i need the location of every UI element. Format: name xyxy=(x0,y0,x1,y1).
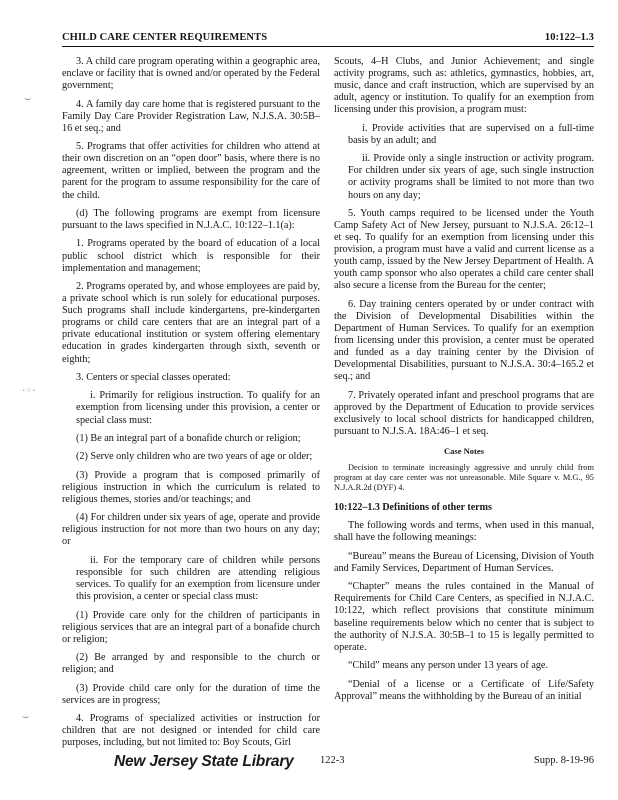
paragraph: i. Primarily for religious instruction. To qualify for an exemption from licensing under this provision, a center or special class must: xyxy=(76,390,320,426)
paragraph: “Bureau” means the Bureau of Licensing, Division of Youth and Family Services, Department of Human Services. xyxy=(334,550,594,574)
left-column xyxy=(62,56,320,756)
paragraph: 4. A family day care home that is registered pursuant to the Family Day Care Provider Registration Law, N.J.S.A. 30:5B–16 et seq.; and xyxy=(62,98,320,134)
paragraph: (2) Be arranged by and responsible to the church or religion; and xyxy=(62,652,320,676)
paragraph: 6. Day training centers operated by or under contract with the Division of Developmental Disabilities within the Department of Human Services. To qualify for an exemption from licensing under this provision, a center must be operated and funded as a day training center by the Division of Developmental Disabilities, pursuant to N.J.S.A. 30:4–165.2 et seq.; and xyxy=(334,298,594,383)
paragraph: 3. A child care program operating within a geographic area, enclave or facility that is owned and/or operated by the Federal government; xyxy=(62,56,320,92)
paragraph: 3. Centers or special classes operated: xyxy=(76,371,231,383)
paragraph: 5. Youth camps required to be licensed under the Youth Camp Safety Act of New Jersey, pursuant to N.J.S.A. 26:12–1 et seq. To qualify for an exemption from licensing under this provision, a program must have a valid and current license as a youth camp, issued by the New Jersey Department of Health. A youth camp sponsor who also operates a child care center shall also secure a license from the Bureau for the center; xyxy=(334,207,594,292)
section-heading: 10:122–1.3 Definitions of other terms xyxy=(334,501,492,513)
paragraph: (1) Provide care only for the children of participants in religious services that are an integral part of a bonafide church or religion; xyxy=(62,609,320,645)
paragraph: “Child” means any person under 13 years of age. xyxy=(348,660,549,672)
paragraph: 4. Programs of specialized activities or instruction for children that are not designed or intended for child care purposes, including, but not limited to: Boy Scouts, Girl xyxy=(62,713,320,749)
margin-mark: ·◦· xyxy=(22,384,36,397)
paragraph: Scouts, 4–H Clubs, and Junior Achievement; and single activity programs, such as: athletics, gymnastics, hobbies, art, music, dance and craft instruction, which are supervised by an adult, agency or institution. To qualify for an exemption from licensing under this provision, a program must: xyxy=(334,56,594,116)
case-notes-title: Case Notes xyxy=(444,445,484,456)
paragraph: The following words and terms, when used in this manual, shall have the following meanings: xyxy=(334,520,594,544)
paragraph: (2) Serve only children who are two years of age or older; xyxy=(76,451,313,463)
paragraph: (3) Provide child care only for the duration of time the services are in progress; xyxy=(62,682,320,706)
header-title: CHILD CARE CENTER REQUIREMENTS xyxy=(62,32,268,43)
paragraph: (4) For children under six years of age, operate and provide religious instruction for not more than two hours on any day; or xyxy=(62,512,320,548)
margin-mark: ⌣ xyxy=(22,710,30,723)
paragraph: (1) Be an integral part of a bonafide church or religion; xyxy=(76,432,301,444)
paragraph: “Chapter” means the rules contained in the Manual of Requirements for Child Care Centers, as specified in N.J.A.C. 10:122, which reflect provisions that constitute minimum baseline requirements below which no center that is subject to the authority of N.J.S.A. 30:5B–1 to 15 is legally permitted to operate. xyxy=(334,581,594,653)
paragraph: 2. Programs operated by, and whose employees are paid by, a private school which is run solely for educational purposes. Such programs shall include kindergartens, pre-kindergarten programs or child care centers that are an integral part of a private educational institution or system offering elementary education in grades kindergarten through sixth, seventh or eighth; xyxy=(62,280,320,365)
running-header xyxy=(62,30,594,47)
paragraph: 5. Programs that offer activities for children who attend at their own discretion on an “open door” basis, where there is no agreement, written or implied, between the program and the parent for the program to assume responsibility for the care of the child. xyxy=(62,141,320,201)
paragraph: (3) Provide a program that is composed primarily of religious instruction in which the curriculum is related to religious themes, stories and/or teachings; and xyxy=(62,469,320,505)
paragraph: (d) The following programs are exempt from licensure pursuant to the laws specified in N.J.A.C. 10:122–1.1(a): xyxy=(62,207,320,232)
library-stamp: New Jersey State Library xyxy=(114,753,294,770)
right-column xyxy=(334,56,594,709)
paragraph: ii. Provide only a single instruction or activity program. For children under six years of age, such single instruction or activity programs shall be limited to not more than two hours on any day; xyxy=(348,153,594,201)
supplement-date: Supp. 8-19-96 xyxy=(533,755,594,766)
page-footer xyxy=(62,752,594,772)
margin-mark: ⌣ xyxy=(24,92,32,105)
case-notes-text: Decision to terminate increasingly aggressive and unruly child from program at day care center was not unreasonable. Mile Square v. M.G., 95 N.J.A.R.2d (DYF) 4. xyxy=(334,462,594,492)
paragraph: 7. Privately operated infant and preschool programs that are approved by the Department of Education to provide services exclusively to local school districts for handicapped children, pursuant to N.J.S.A. 18A:46–1 et seq. xyxy=(334,389,594,438)
header-section-number: 10:122–1.3 xyxy=(544,32,594,43)
paragraph: i. Provide activities that are supervised on a full-time basis by an adult; and xyxy=(348,122,594,146)
paragraph: “Denial of a license or a Certificate of Life/Safety Approval” means the withholding by the Bureau of an initial xyxy=(334,678,594,702)
page-number: 122-3 xyxy=(320,755,345,766)
paragraph: ii. For the temporary care of children while persons responsible for such children are attending religious services. To qualify for an exemption from licensure under this provision, a center or special class must: xyxy=(76,554,320,603)
paragraph: 1. Programs operated by the board of education of a local public school district which is responsible for their implementation and management; xyxy=(62,238,320,274)
